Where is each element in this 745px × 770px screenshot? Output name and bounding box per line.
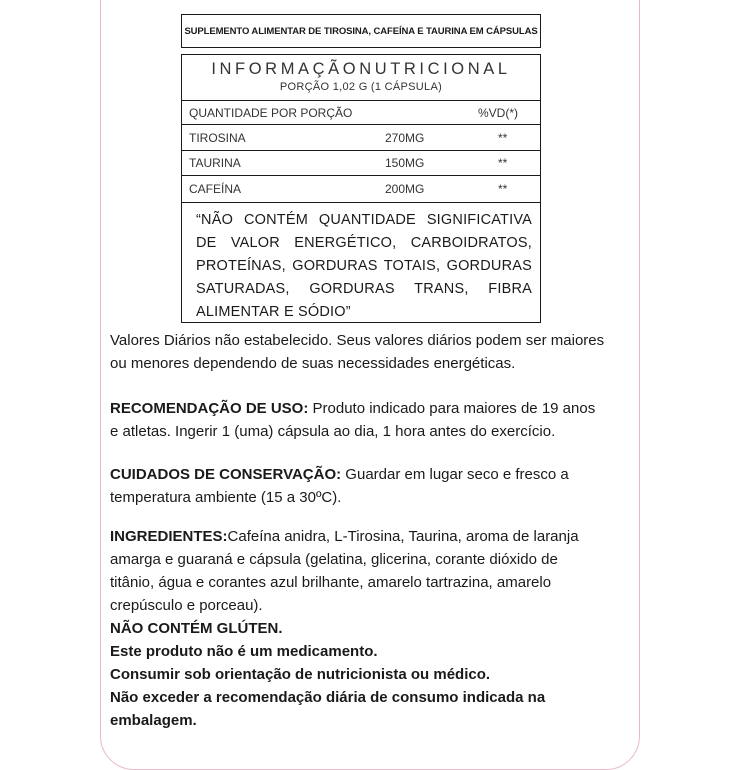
storage-section xyxy=(110,463,640,509)
column-header-row xyxy=(182,101,540,125)
nutrition-table xyxy=(181,54,541,323)
storage-text: temperatura ambiente (15 a 30ºC). xyxy=(110,489,342,506)
usage-label: RECOMENDAÇÃO DE USO: xyxy=(110,400,309,417)
daily-values-note xyxy=(110,329,640,375)
product-subtitle: SUPLEMENTO ALIMENTAR DE TIROSINA, CAFEÍNA E TAURINA EM CÁPSULAS xyxy=(181,14,541,48)
medicine-warning: Este produto não é um medicamento. xyxy=(110,643,378,660)
nutrient-amount: 150MG xyxy=(385,156,425,170)
nutrient-name: CAFEÍNA xyxy=(189,182,242,196)
ingredients-text: Cafeína anidra, L-Tirosina, Taurina, aroma de laranja xyxy=(227,528,579,545)
ingredients-section xyxy=(110,525,640,732)
ingredients-text: titânio, água e corantes azul brilhante, amarelo tartrazina, amarelo xyxy=(110,574,552,591)
nutrient-amount: 270MG xyxy=(385,131,425,145)
nutrient-name: TAURINA xyxy=(189,156,241,170)
nutrient-amount: 200MG xyxy=(385,182,425,196)
table-row xyxy=(182,176,540,203)
nutrient-vd: ** xyxy=(498,131,508,145)
usage-text: e atletas. Ingerir 1 (uma) cápsula ao dia, 1 hora antes do exercício. xyxy=(110,423,556,440)
ingredients-label: INGREDIENTES: xyxy=(110,528,228,545)
column-header-vd: %VD(*) xyxy=(478,106,519,120)
ingredients-text: crepúsculo e porceau). xyxy=(110,597,263,614)
nutrition-title: INFORMAÇÃONUTRICIONAL xyxy=(211,60,511,78)
table-row xyxy=(182,125,540,151)
limit-warning: Não exceder a recomendação diária de consumo indicada na xyxy=(110,689,546,706)
daily-values-line: ou menores dependendo de suas necessidades energéticas. xyxy=(110,355,516,372)
consult-warning: Consumir sob orientação de nutricionista ou médico. xyxy=(110,666,491,683)
nutrient-vd: ** xyxy=(498,182,508,196)
limit-warning: embalagem. xyxy=(110,712,197,729)
usage-text: Produto indicado para maiores de 19 anos xyxy=(308,400,596,417)
daily-values-line: Valores Diários não estabelecido. Seus valores diários podem ser maiores xyxy=(110,332,605,349)
nutrient-name: TIROSINA xyxy=(189,131,246,145)
column-header-quantity: QUANTIDADE POR PORÇÃO xyxy=(189,106,353,120)
nutrient-vd: ** xyxy=(498,156,508,170)
nutrition-disclaimer: “NÃO CONTÉM QUANTIDADE SIGNIFICATIVA DE VALOR ENERGÉTICO, CARBOIDRATOS, PROTEÍNAS, GORDURAS TOTAIS, GORDURAS SATURADAS, GORDURAS TRANS, FIBRA ALIMENTAR E SÓDIO” xyxy=(196,212,532,320)
nutrition-table-header xyxy=(182,55,540,101)
gluten-warning: NÃO CONTÉM GLÚTEN. xyxy=(110,620,283,637)
storage-text: Guardar em lugar seco e fresco a xyxy=(341,466,569,483)
ingredients-text: amarga e guaraná e cápsula (gelatina, glicerina, corante dióxido de xyxy=(110,551,558,568)
usage-section xyxy=(110,397,640,443)
storage-label: CUIDADOS DE CONSERVAÇÃO: xyxy=(110,466,342,483)
table-row xyxy=(182,151,540,176)
portion-size: PORÇÃO 1,02 G (1 CÁPSULA) xyxy=(279,81,443,93)
